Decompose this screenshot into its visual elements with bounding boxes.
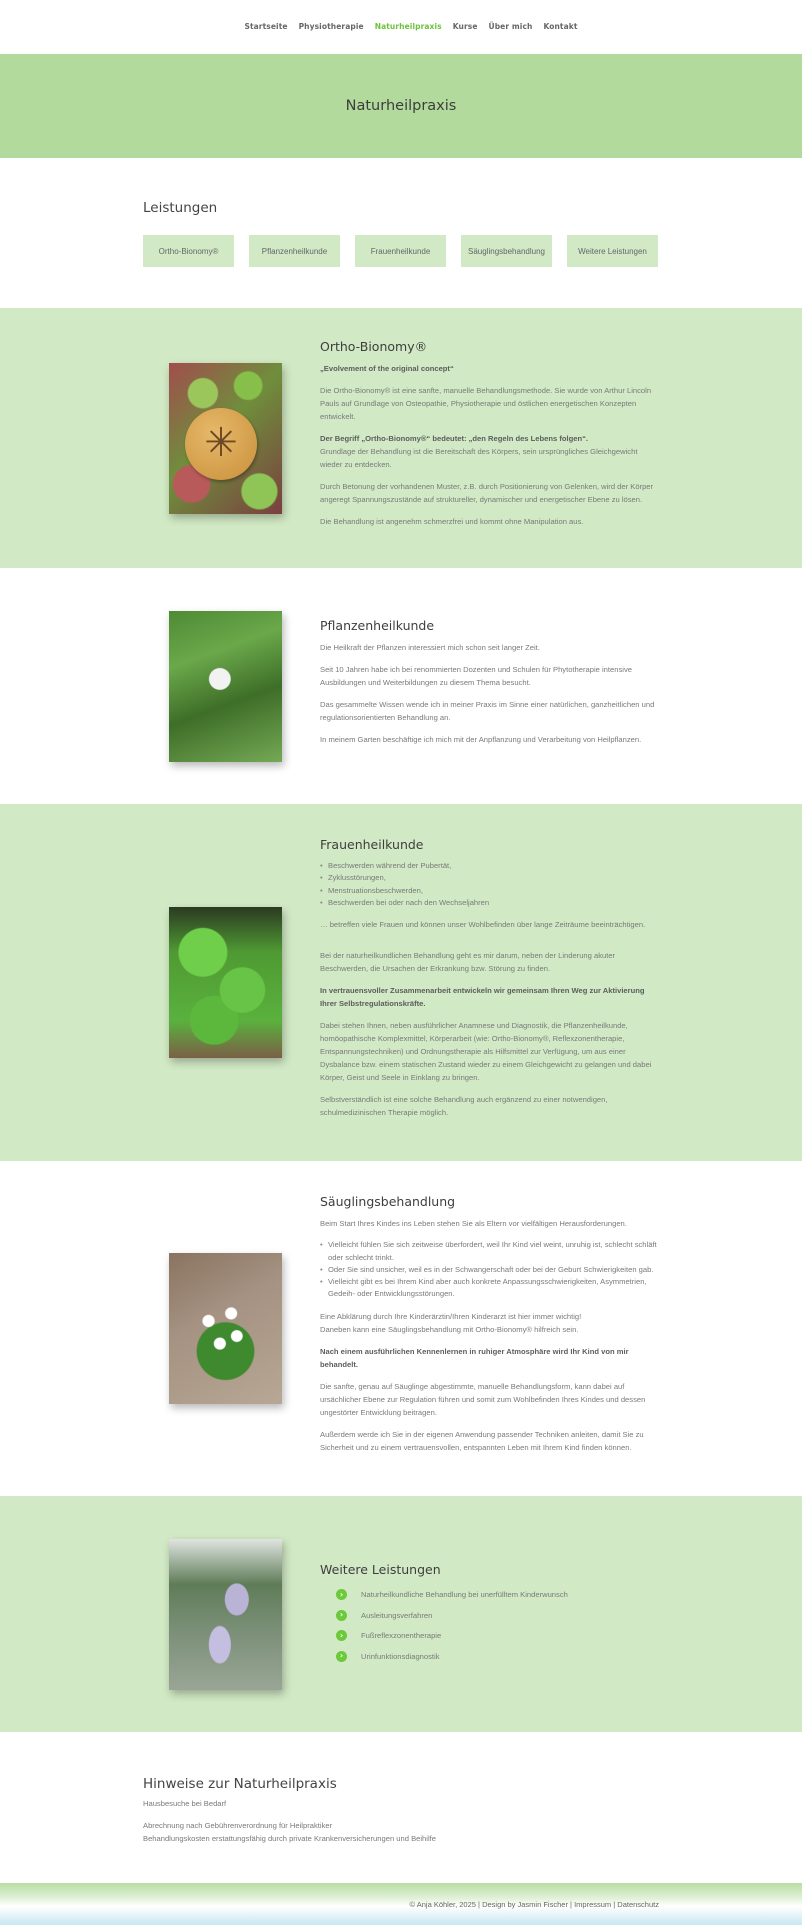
chevron-circle-icon: › — [336, 1651, 347, 1662]
pflanzenheilkunde-button[interactable]: Pflanzenheilkunde — [249, 235, 340, 267]
saeuglingsbehandlung-section — [0, 1161, 802, 1496]
leistungen-heading: Leistungen — [143, 200, 218, 216]
weitere-leistungen-section — [0, 1496, 802, 1732]
hinweise-section — [0, 1732, 802, 1883]
paragraph: Außerdem werde ich Sie in der eigenen Anwendung passender Techniken anleiten, damit Sie zu Sicherheit und zu einem vertrauensvollen, entspannten Leben mit Ihrem Kind finden können. — [320, 1429, 644, 1452]
paragraph: Daneben kann eine Säuglingsbehandlung mit Ortho-Bionomy® hilfreich sein. — [320, 1324, 579, 1334]
weitere-leistungen-text — [320, 1562, 660, 1667]
list-item-label: Ausleitungsverfahren — [361, 1610, 433, 1620]
paragraph: Behandlungskosten erstattungsfähig durch private Krankenversicherungen und Beihilfe — [143, 1834, 436, 1843]
footer-text — [410, 1898, 659, 1911]
weitere-leistungen-photo — [169, 1539, 282, 1690]
ortho-bionomy-button[interactable]: Ortho-Bionomy® — [143, 235, 234, 267]
paragraph: Seit 10 Jahren habe ich bei renommierten Dozenten und Schulen für Phytotherapie intensive Ausbildungen und Weiterbildungen zu diesem Thema besucht. — [320, 664, 632, 687]
separator: | — [611, 1899, 618, 1909]
leistungen-section — [0, 158, 802, 308]
complaints-list — [320, 860, 660, 909]
section-heading: Pflanzenheilkunde — [320, 617, 435, 633]
list-item: • Zyklusstörungen, — [320, 872, 660, 884]
paragraph: Die Ortho-Bionomy® ist eine sanfte, manuelle Behandlungsmethode. Sie wurde von Arthur Lincoln Pauls auf Grundlage von Osteopathie, Physiotherapie und östlichen energetischen Konzepten entwickelt. — [320, 386, 652, 421]
paragraph: Beim Start Ihres Kindes ins Leben stehen Sie als Eltern vor vielfältigen Herausforderungen. — [320, 1219, 627, 1229]
section-heading: Frauenheilkunde — [320, 836, 424, 852]
frauenheilkunde-photo — [169, 907, 282, 1058]
ortho-bionomy-photo — [169, 363, 282, 514]
list-item — [336, 1605, 660, 1626]
pflanzenheilkunde-section — [0, 568, 802, 804]
impressum-link[interactable]: Impressum — [574, 1899, 612, 1909]
section-heading: Säuglingsbehandlung — [320, 1194, 456, 1210]
chevron-circle-icon: › — [336, 1610, 347, 1621]
page-title: Naturheilpraxis — [345, 97, 457, 114]
datenschutz-link[interactable]: Datenschutz — [617, 1899, 659, 1909]
paragraph: Bei der naturheilkundlichen Behandlung geht es mir darum, neben der Linderung akuter Beschwerden, die Ursachen der Erkrankung bzw. Störung zu finden. — [320, 951, 616, 974]
list-item: • Menstruationsbeschwerden, — [320, 885, 660, 897]
paragraph: Grundlage der Behandlung ist die Bereitschaft des Körpers, sein ursprüngliches Gleichgewicht wieder zu entdecken. — [320, 447, 638, 469]
copyright: © Anja Köhler, 2025 — [409, 1899, 476, 1909]
section-subtitle: „Evolvement of the original concept“ — [320, 364, 454, 373]
list-item-label: Urinfunktionsdiagnostik — [361, 1651, 440, 1661]
paragraph: Abrechnung nach Gebührenverordnung für Heilpraktiker — [143, 1821, 333, 1830]
list-item — [336, 1626, 660, 1647]
frauenheilkunde-text — [320, 837, 660, 1128]
site-footer — [0, 1883, 802, 1925]
chevron-circle-icon: › — [336, 1589, 347, 1600]
nav-item-startseite[interactable]: Startseite — [244, 21, 288, 31]
paragraph: Selbstverständlich ist eine solche Behandlung auch ergänzend zu einer notwendigen, schulmedizinischen Therapie möglich. — [320, 1095, 608, 1118]
paragraph-bold: Nach einem ausführlichen Kennenlernen in ruhiger Atmosphäre wird Ihr Kind von mir behandelt. — [320, 1346, 629, 1369]
saeuglingsbehandlung-photo — [169, 1253, 282, 1404]
further-services-list — [336, 1585, 660, 1667]
list-item-label: Naturheilkundliche Behandlung bei unerfülltem Kinderwunsch — [361, 1590, 568, 1600]
paragraph: Die Heilkraft der Pflanzen interessiert mich schon seit langer Zeit. — [320, 642, 540, 652]
list-item-label: Fußreflexzonentherapie — [361, 1631, 442, 1641]
paragraph: … betreffen viele Frauen und können unser Wohlbefinden über lange Zeiträume beeinträchtigen. — [320, 920, 646, 930]
list-item: • Beschwerden bei oder nach den Wechseljahren — [320, 897, 660, 909]
situations-list — [320, 1239, 660, 1300]
separator: | — [475, 1899, 483, 1909]
saeuglingsbehandlung-text — [320, 1194, 660, 1462]
nav-item-ueber-mich[interactable]: Über mich — [488, 21, 533, 31]
list-item — [336, 1585, 660, 1606]
nav-list — [244, 20, 577, 33]
image-column — [0, 363, 320, 514]
weitere-leistungen-button[interactable]: Weitere Leistungen — [567, 235, 658, 267]
nav-item-physiotherapie[interactable]: Physiotherapie — [298, 21, 364, 31]
paragraph: Eine Abklärung durch Ihre Kinderärztin/Ihren Kinderarzt ist hier immer wichtig! — [320, 1311, 582, 1321]
section-heading: Ortho-Bionomy® — [320, 339, 428, 354]
ortho-bionomy-section — [0, 308, 802, 568]
paragraph: Durch Betonung der vorhandenen Muster, z.B. durch Positionierung von Gelenken, wird der Körper angeregt Spannungszustände auf struktureller, dynamischer und energetischer Ebene zu lösen. — [320, 482, 654, 504]
list-item: • Vielleicht gibt es bei Ihrem Kind aber auch konkrete Anpassungsschwierigkeiten, Asymmetrien, Gedeih- oder Entwicklungsstörungen. — [320, 1276, 660, 1301]
paragraph-bold: In vertrauensvoller Zusammenarbeit entwickeln wir gemeinsam Ihren Weg zur Aktivierung Ihrer Selbstregulationskräfte. — [320, 986, 645, 1009]
nav-item-kontakt[interactable]: Kontakt — [543, 21, 578, 31]
service-button-row — [143, 235, 659, 267]
list-item: • Oder Sie sind unsicher, weil es in der Schwangerschaft oder bei der Geburt Schwierigkeiten gab. — [320, 1264, 660, 1276]
paragraph: In meinem Garten beschäftige ich mich mit der Anpflanzung und Verarbeitung von Heilpflanzen. — [320, 734, 642, 744]
separator: | — [567, 1899, 575, 1909]
paragraph: Das gesammelte Wissen wende ich in meiner Praxis im Sinne einer natürlichen, ganzheitlichen und regulationsorientierten Behandlung an. — [320, 699, 655, 722]
pflanzenheilkunde-photo — [169, 611, 282, 762]
list-item — [336, 1646, 660, 1667]
paragraph: Die sanfte, genau auf Säuglinge abgestimmte, manuelle Behandlungsform, kann dabei auf ursächlicher Ebene zur Regulation führen und somit zum Wohlbefinden Ihres Kindes und dessen ungestörter Entwicklung beitragen. — [320, 1381, 646, 1417]
pflanzenheilkunde-text — [320, 618, 660, 755]
frauenheilkunde-button[interactable]: Frauenheilkunde — [355, 235, 446, 267]
chevron-circle-icon: › — [336, 1630, 347, 1641]
main-nav — [0, 0, 802, 54]
hinweise-heading: Hinweise zur Naturheilpraxis — [143, 1776, 337, 1792]
section-heading: Weitere Leistungen — [320, 1561, 441, 1577]
paragraph: Dabei stehen Ihnen, neben ausführlicher Anamnese und Diagnostik, die Pflanzenheilkunde, homöopathische Komplexmittel, Körperarbeit (wie: Ortho-Bionomy®, Reflexzonentherapie, Entspannungstechniken) und Ordnungstherapie als Hilfsmittel zur Verfügung, um aus einer Dysbalance bzw. einem statischen Zustand wieder zu einem Gleichgewicht zu gelangen und dabei Körper, Geist und Seele in Einklang zu bringen. — [320, 1021, 652, 1083]
ortho-bionomy-text — [320, 339, 660, 537]
list-item: • Beschwerden während der Pubertät, — [320, 860, 660, 872]
saeuglingsbehandlung-button[interactable]: Säuglingsbehandlung — [461, 235, 552, 267]
paragraph: Die Behandlung ist angenehm schmerzfrei und kommt ohne Manipulation aus. — [320, 517, 584, 526]
frauenheilkunde-section — [0, 804, 802, 1161]
wooden-disc-icon — [185, 408, 257, 480]
nav-item-kurse[interactable]: Kurse — [452, 21, 478, 31]
nav-item-naturheilpraxis[interactable]: Naturheilpraxis — [374, 21, 442, 31]
paragraph: Hausbesuche bei Bedarf — [143, 1799, 227, 1808]
designer-link[interactable]: Design by Jasmin Fischer — [482, 1899, 568, 1909]
image-column — [0, 907, 320, 1058]
hero-banner — [0, 54, 802, 158]
paragraph-bold: Der Begriff „Ortho-Bionomy®“ bedeutet: „den Regeln des Lebens folgen“. — [320, 434, 589, 443]
image-column — [0, 611, 320, 762]
list-item: • Vielleicht fühlen Sie sich zeitweise überfordert, weil Ihr Kind viel weint, unruhig ist, schlecht schläft oder schlecht trinkt. — [320, 1239, 660, 1264]
image-column — [0, 1539, 320, 1690]
image-column — [0, 1253, 320, 1404]
